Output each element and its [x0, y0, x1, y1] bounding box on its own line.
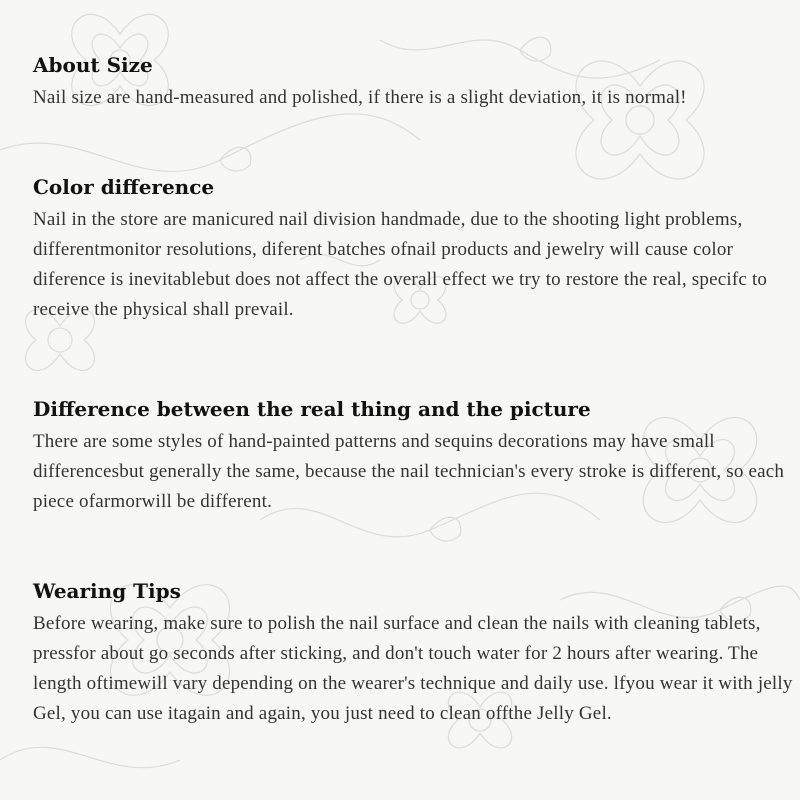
- section-body: Before wearing, make sure to polish the nail surface and clean the nails with cleaning tablets, pressfor about go seconds after sticking, and don't touch water for 2 hours after wearing. The length oftimewill vary depending on the wearer's technique and daily use. lfyou wear it with jelly Gel, you can use itagain and again, you just need to clean offthe Jelly Gel.: [33, 613, 793, 724]
- section-body: Nail in the store are manicured nail division handmade, due to the shooting light problems, differentmonitor resolutions, diferent batches ofnail products and jewelry will cause color diference is inevitablebut does not affect the overall effect we try to restore the real, specifc to receive the physical shall prevail.: [33, 209, 768, 320]
- section-real-vs-picture: [33, 397, 793, 517]
- section-heading: Difference between the real thing and the picture: [33, 397, 591, 421]
- section-heading: Wearing Tips: [33, 579, 181, 603]
- section-about-size: [33, 53, 793, 113]
- section-heading: Color difference: [33, 175, 215, 199]
- section-heading: About Size: [33, 53, 153, 77]
- section-body: Nail size are hand-measured and polished, if there is a slight deviation, it is normal!: [33, 87, 687, 108]
- section-body: There are some styles of hand-painted patterns and sequins decorations may have small differencesbut generally the same, because the nail technician's every stroke is different, so each piece ofarmorwill be different.: [33, 431, 785, 512]
- section-color-difference: [33, 175, 793, 325]
- section-wearing-tips: [33, 579, 793, 729]
